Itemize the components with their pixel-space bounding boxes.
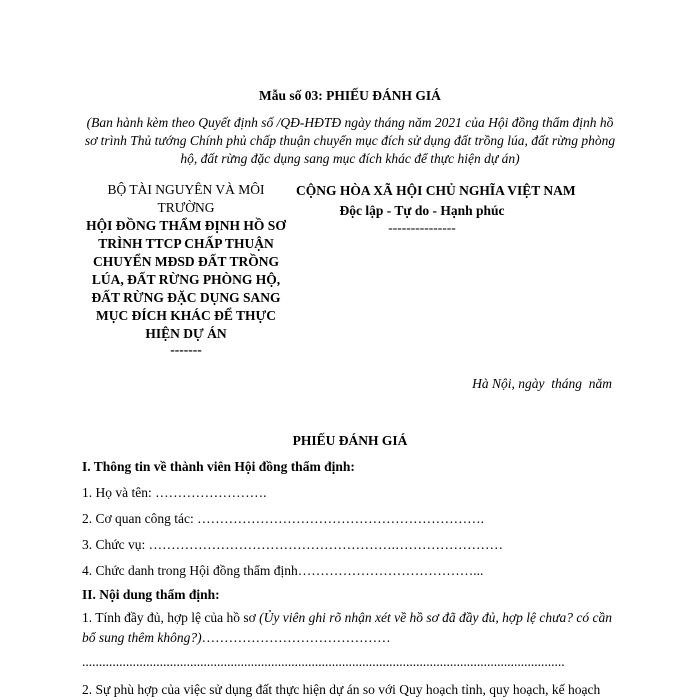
authority-divider: ------- (170, 342, 202, 357)
section-heading: II. Nội dung thẩm định: (82, 587, 220, 602)
place-date: Hà Nội, ngày tháng năm (472, 376, 612, 391)
field-position: 3. Chức vụ: ……………………………………………….…………………… (82, 537, 503, 552)
item-1-completeness (82, 608, 618, 648)
national-motto-block (296, 181, 576, 235)
nation-name: CỘNG HÒA XÃ HỘI CHỦ NGHĨA VIỆT NAM (296, 183, 576, 198)
issuance-note: (Ban hành kèm theo Quyết định số /QĐ-HĐTĐ ngày tháng năm 2021 của Hội đồng thẩm định hồ sơ trình Thủ tướng Chính phủ chấp thuận chuyển mục đích sử dụng đất trồng lúa, đất rừng phòng hộ, đất rừng đặc dụng sang mục đích khác để thực hiện dự án) (84, 115, 616, 166)
item-1-answer-line: ............................................................................................................................................... (82, 654, 565, 669)
field-full-name: 1. Họ và tên: ……………………. (82, 485, 267, 500)
council-name: HỘI ĐỒNG THẨM ĐỊNH HỒ SƠ TRÌNH TTCP CHẤP THUẬN CHUYỂN MĐSD ĐẤT TRỒNG LÚA, ĐẤT RỪNG PHÒNG HỘ, ĐẤT RỪNG ĐẶC DỤNG SANG MỤC ĐÍCH KHÁC ĐỂ THỰC HIỆN DỰ ÁN (86, 218, 286, 341)
section-2-heading (82, 587, 220, 603)
ministry-name: BỘ TÀI NGUYÊN VÀ MÔI TRƯỜNG (107, 182, 265, 215)
form-number: Mẫu số 03: PHIẾU ĐÁNH GIÁ (259, 88, 441, 103)
motto-divider: --------------- (388, 220, 456, 235)
item-1-lead: 1. Tính đầy đủ, hợp lệ của hồ sơ (82, 610, 260, 625)
item-1-dots: …………………………………… (201, 630, 391, 645)
issuing-authority-block (78, 181, 294, 357)
field-workplace: 2. Cơ quan công tác: ………………………………………………………. (82, 511, 484, 526)
item-2-text: 2. Sự phù hợp của việc sử dụng đất thực hiện dự án so với Quy hoạch tỉnh, quy hoạch, kế hoạch (82, 682, 601, 697)
item-2-conformity (82, 680, 618, 700)
national-motto: Độc lập - Tự do - Hạnh phúc (339, 203, 505, 218)
form-title: PHIẾU ĐÁNH GIÁ (292, 433, 408, 448)
item-1-guide: (Ủy viên ghi rõ nhận xét về hồ sơ đã đầy đủ, hợp lệ chưa? có cần bổ sung thêm không?) (82, 610, 612, 645)
section-heading: I. Thông tin về thành viên Hội đồng thẩm định: (82, 459, 355, 474)
field-council-role: 4. Chức danh trong Hội đồng thẩm định…………………………………... (82, 563, 484, 578)
section-1-heading (82, 459, 355, 475)
